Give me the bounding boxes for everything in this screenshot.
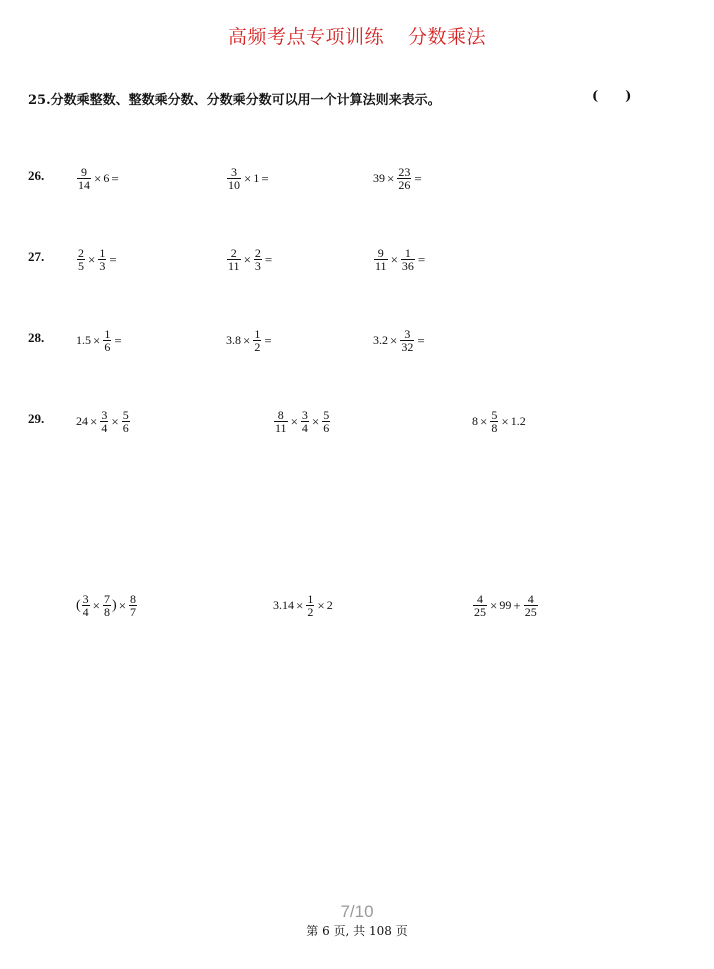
fraction: $\frac{5}{8}$ — [491, 408, 498, 435]
page-indicator: 7/10 — [340, 902, 374, 921]
fraction: $\frac{3}{4}$ — [101, 408, 108, 435]
equals-sign: = — [264, 332, 272, 348]
times-sign: × — [90, 413, 98, 429]
page-title — [0, 22, 714, 49]
integer: 1 — [253, 171, 260, 185]
fraction: $\frac{1}{3}$ — [99, 246, 106, 273]
page-footer: 第 6 页, 共 108 页 — [306, 924, 408, 938]
expression-27b — [226, 247, 274, 272]
fraction: $\frac{2}{11}$ — [228, 246, 240, 273]
times-sign: × — [501, 413, 509, 429]
equals-sign: = — [114, 332, 122, 348]
times-sign: × — [490, 597, 498, 613]
equals-sign: = — [109, 251, 117, 267]
times-sign: × — [88, 251, 96, 267]
equals-sign: = — [111, 170, 119, 186]
equals-sign: = — [417, 332, 425, 348]
question-25-answer-blank[interactable]: ( ) — [592, 89, 632, 104]
question-number: 29. — [28, 411, 45, 426]
equals-sign: = — [417, 251, 426, 267]
times-sign: × — [244, 170, 252, 186]
times-sign: × — [243, 251, 251, 267]
equals-sign: = — [414, 170, 422, 186]
fraction: $\frac{4}{25}$ — [524, 592, 537, 619]
expression-29b — [273, 409, 331, 434]
times-sign: × — [93, 332, 101, 348]
fraction: $\frac{9}{14}$ — [78, 165, 90, 192]
times-sign: × — [243, 332, 251, 348]
times-sign: × — [94, 170, 102, 186]
expression-27c — [373, 247, 427, 272]
expression-26c — [373, 166, 424, 191]
expression-29f — [472, 593, 539, 618]
fraction: $\frac{5}{6}$ — [323, 408, 330, 435]
expression-26b — [226, 166, 271, 191]
decimal: 1.5 — [76, 333, 91, 347]
fraction: $\frac{8}{7}$ — [130, 592, 137, 619]
expression-28a — [76, 328, 124, 353]
right-paren: ) — [112, 597, 117, 613]
fraction: $\frac{3}{4}$ — [82, 592, 89, 619]
integer: 24 — [76, 414, 88, 428]
fraction: $\frac{1}{36}$ — [401, 246, 414, 273]
fraction: $\frac{1}{6}$ — [104, 327, 111, 354]
fraction: $\frac{2}{3}$ — [254, 246, 261, 273]
integer: 6 — [103, 171, 110, 185]
times-sign: × — [296, 597, 304, 613]
equals-sign: = — [261, 170, 269, 186]
fraction: $\frac{23}{26}$ — [398, 165, 411, 192]
fraction: $\frac{2}{5}$ — [78, 246, 84, 273]
times-sign: × — [387, 170, 395, 186]
times-sign: × — [311, 413, 320, 429]
plus-sign: + — [513, 597, 521, 613]
fraction: $\frac{1}{2}$ — [254, 327, 261, 354]
times-sign: × — [390, 332, 398, 348]
decimal: 3.2 — [373, 333, 388, 347]
decimal: 1.2 — [510, 414, 526, 428]
times-sign: × — [290, 413, 298, 429]
fraction: $\frac{3}{32}$ — [401, 327, 414, 354]
integer: 99 — [499, 598, 512, 612]
times-sign: × — [118, 597, 127, 613]
fraction: $\frac{4}{25}$ — [474, 592, 486, 619]
fraction: $\frac{3}{10}$ — [228, 165, 240, 192]
expression-29e — [273, 593, 333, 618]
fraction: $\frac{5}{6}$ — [122, 408, 129, 435]
expression-29a — [76, 409, 131, 434]
question-number: 26. — [28, 168, 45, 183]
decimal: 3.14 — [273, 598, 294, 612]
fraction: $\frac{3}{4}$ — [301, 408, 308, 435]
times-sign: × — [111, 413, 119, 429]
times-sign: × — [317, 597, 325, 613]
integer: 2 — [326, 598, 333, 612]
expression-29c — [472, 409, 526, 434]
integer: 8 — [472, 414, 478, 428]
fraction: $\frac{1}{2}$ — [307, 592, 314, 619]
decimal: 3.8 — [226, 333, 241, 347]
expression-26a — [76, 166, 121, 191]
expression-29d — [76, 593, 138, 618]
question-number: 28. — [28, 330, 45, 345]
fraction: $\frac{8}{11}$ — [275, 408, 287, 435]
equals-sign: = — [264, 251, 273, 267]
expression-27a — [76, 247, 119, 272]
times-sign: × — [390, 251, 398, 267]
times-sign: × — [92, 597, 101, 613]
expression-28c — [373, 328, 427, 353]
fraction: $\frac{9}{11}$ — [375, 246, 387, 273]
left-paren: ( — [76, 597, 81, 613]
expression-28b — [226, 328, 274, 353]
question-25-text: 25.分数乘整数、整数乘分数、分数乘分数可以用一个计算法则来表示。 — [28, 93, 441, 108]
integer: 39 — [373, 171, 385, 185]
title-main: 高频考点专项训练 — [227, 26, 384, 48]
times-sign: × — [480, 413, 488, 429]
fraction: $\frac{7}{8}$ — [104, 592, 111, 619]
title-sub: 分数乘法 — [408, 26, 487, 48]
question-number: 27. — [28, 249, 45, 264]
